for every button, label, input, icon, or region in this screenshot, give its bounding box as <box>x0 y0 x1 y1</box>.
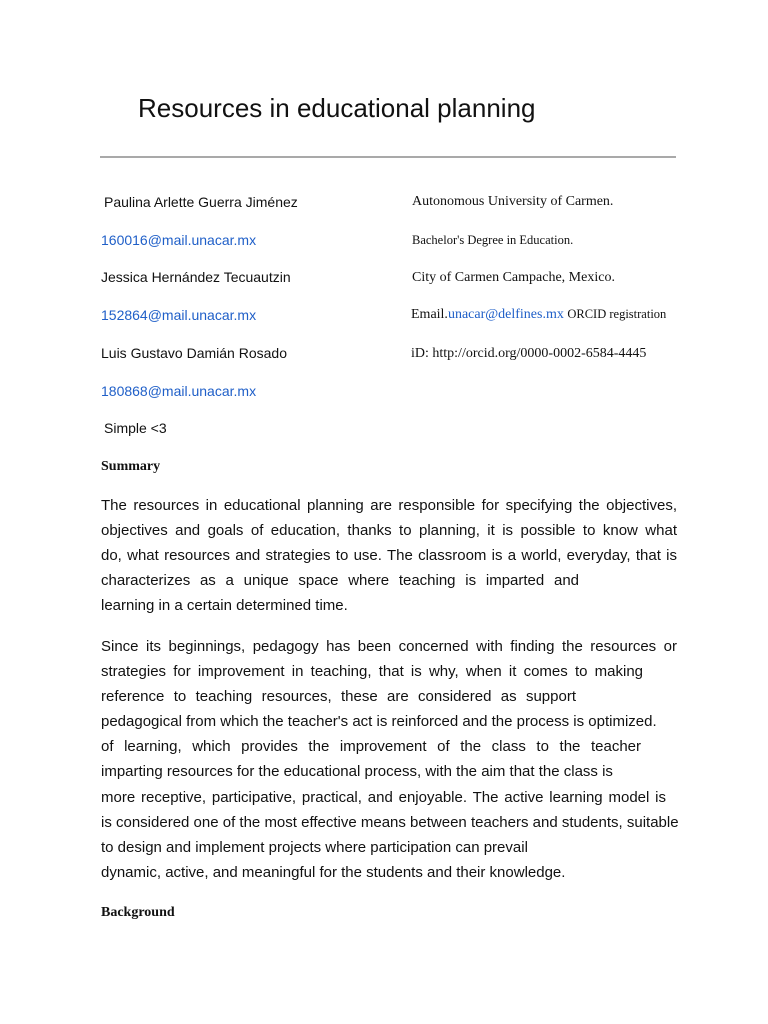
author-email-link[interactable]: 180868@mail.unacar.mx <box>101 383 257 399</box>
orcid-label: ORCID registration <box>567 307 667 321</box>
paragraph-line: dynamic, active, and meaningful for the students and their knowledge. <box>101 863 566 881</box>
paragraph-line: more receptive, participative, practical, and enjoyable. The active learning model is <box>101 788 666 806</box>
paragraph-line: of learning, which provides the improvement of the class to the teacher <box>101 738 641 756</box>
paragraph-line: imparting resources for the educational process, with the aim that the class is <box>101 763 613 781</box>
author-name: Jessica Hernández Tecuautzin <box>101 269 291 285</box>
paragraph-line: pedagogical from which the teacher's act is reinforced and the process is optimized. <box>101 713 657 731</box>
summary-paragraph-1 <box>101 493 677 618</box>
paragraph-line: is considered one of the most effective means between teachers and students, suitable <box>101 813 679 831</box>
paragraph-line: Since its beginnings, pedagogy has been concerned with finding the resources or <box>101 638 677 655</box>
paragraph-line: strategies for improvement in teaching, that is why, when it comes to making <box>101 663 643 681</box>
affiliation-email-line <box>411 307 666 323</box>
summary-heading: Summary <box>101 459 161 474</box>
paragraph-line: do, what resources and strategies to use. The classroom is a world, everyday, that is <box>101 547 677 565</box>
paragraph-line: characterizes as a unique space where teaching is imparted and <box>101 572 579 590</box>
summary-paragraph-2 <box>101 634 677 885</box>
affiliation-email-link[interactable]: unacar@delfines.mx <box>447 307 564 322</box>
paragraph-line: The resources in educational planning are responsible for specifying the objectives, <box>101 497 677 514</box>
paragraph-line: to design and implement projects where participation can prevail <box>101 838 528 856</box>
author-email-link[interactable]: 160016@mail.unacar.mx <box>101 232 257 248</box>
paragraph-line: reference to teaching resources, these are considered as support <box>101 688 576 706</box>
title-divider <box>100 156 676 158</box>
affiliation-university: Autonomous University of Carmen. <box>412 194 614 209</box>
affiliation-degree: Bachelor's Degree in Education. <box>412 233 574 247</box>
author-name: Paulina Arlette Guerra Jiménez <box>104 194 298 210</box>
author-email-link[interactable]: 152864@mail.unacar.mx <box>101 307 257 323</box>
orcid-id: iD: http://orcid.org/0000-0002-6584-4445 <box>411 346 647 361</box>
document-title: Resources in educational planning <box>138 93 536 123</box>
author-name: Luis Gustavo Damián Rosado <box>101 345 287 361</box>
email-prefix: Email. <box>411 307 448 322</box>
affiliation-city: City of Carmen Campache, Mexico. <box>412 270 615 285</box>
paragraph-line: learning in a certain determined time. <box>101 597 348 615</box>
paragraph-line: objectives and goals of education, thanks to planning, it is possible to know what <box>101 522 677 540</box>
note-text: Simple <3 <box>104 420 167 436</box>
background-heading: Background <box>101 905 175 920</box>
